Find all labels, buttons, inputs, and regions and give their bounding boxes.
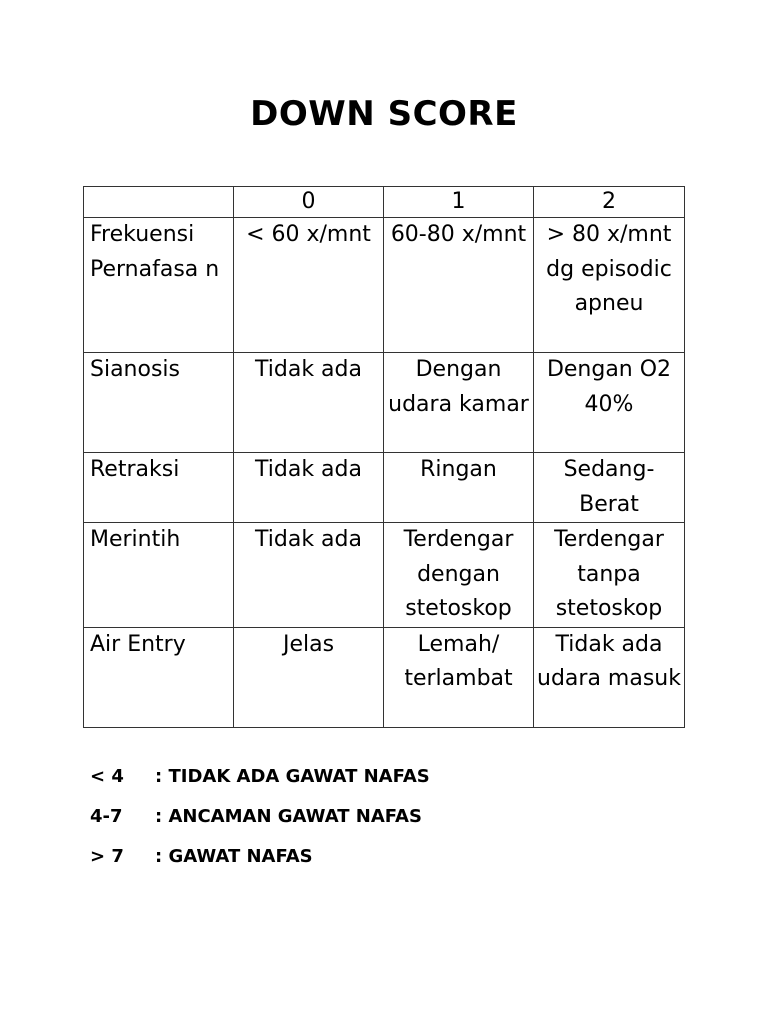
- score-1-cell: Dengan udara kamar: [384, 353, 534, 453]
- down-score-table: [83, 186, 685, 728]
- score-0-cell: Tidak ada: [234, 453, 384, 523]
- score-1-cell: Ringan: [384, 453, 534, 523]
- legend-item: [90, 766, 430, 788]
- legend-label: : TIDAK ADA GAWAT NAFAS: [155, 766, 430, 787]
- table-row: [84, 453, 685, 523]
- legend-label: : ANCAMAN GAWAT NAFAS: [155, 806, 422, 827]
- legend-range: > 7: [90, 846, 124, 867]
- legend-range: 4-7: [90, 806, 123, 827]
- score-2-cell: Tidak ada udara masuk: [534, 627, 685, 727]
- score-0-cell: Tidak ada: [234, 523, 384, 628]
- score-2-cell: Sedang- Berat: [534, 453, 685, 523]
- legend-item: [90, 846, 313, 868]
- criterion-cell: Air Entry: [84, 627, 234, 727]
- header-cell-empty: [84, 187, 234, 218]
- score-1-cell: 60-80 x/mnt: [384, 218, 534, 353]
- criterion-cell: Frekuensi Pernafasa n: [84, 218, 234, 353]
- score-2-cell: Dengan O2 40%: [534, 353, 685, 453]
- score-1-cell: Lemah/ terlambat: [384, 627, 534, 727]
- criterion-cell: Merintih: [84, 523, 234, 628]
- page-title: DOWN SCORE: [250, 94, 518, 134]
- score-2-cell: Terdengar tanpa stetoskop: [534, 523, 685, 628]
- header-cell-score-2: 2: [534, 187, 685, 218]
- table-row: [84, 627, 685, 727]
- header-cell-score-1: 1: [384, 187, 534, 218]
- legend-label: : GAWAT NAFAS: [155, 846, 313, 867]
- table-header-row: [84, 187, 685, 218]
- criterion-cell: Sianosis: [84, 353, 234, 453]
- score-0-cell: Tidak ada: [234, 353, 384, 453]
- table-row: [84, 218, 685, 353]
- header-cell-score-0: 0: [234, 187, 384, 218]
- table-row: [84, 523, 685, 628]
- criterion-cell: Retraksi: [84, 453, 234, 523]
- table-row: [84, 353, 685, 453]
- score-0-cell: Jelas: [234, 627, 384, 727]
- score-0-cell: < 60 x/mnt: [234, 218, 384, 353]
- legend-range: < 4: [90, 766, 124, 787]
- score-1-cell: Terdengar dengan stetoskop: [384, 523, 534, 628]
- score-2-cell: > 80 x/mnt dg episodic apneu: [534, 218, 685, 353]
- legend-item: [90, 806, 422, 828]
